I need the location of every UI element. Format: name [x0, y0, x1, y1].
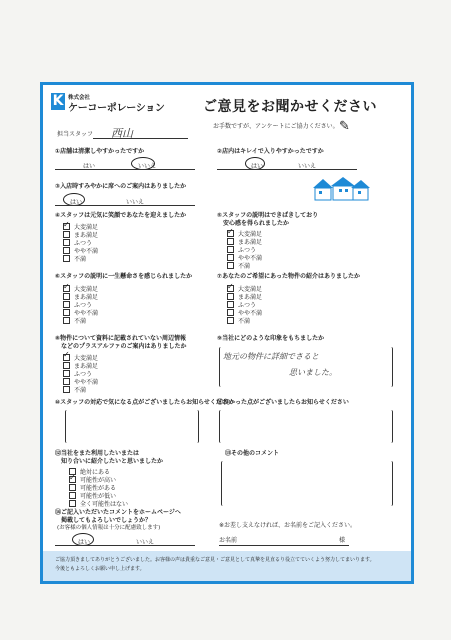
q7-option[interactable]: まあ満足 — [227, 293, 262, 302]
q9-answer-line2: 思いました。 — [289, 368, 337, 377]
q4-option[interactable]: 大変満足 — [63, 223, 98, 232]
q7-check-icon: ✓ — [227, 282, 234, 291]
q1-no[interactable]: いいえ — [138, 163, 157, 170]
q1-text: ①店舗は清潔しやすかったですか — [55, 148, 145, 155]
q9-text: ⑨当社にどのような印象をもちましたか — [217, 335, 325, 342]
q8-option[interactable]: やや不満 — [63, 378, 98, 387]
q8-check-icon: ✓ — [63, 350, 70, 359]
q11-text: ⑪良かった点がございましたらお知らせください — [217, 399, 349, 406]
q5-line1: ⑤スタッフの説明はできぱきしており — [217, 212, 319, 219]
q12-option[interactable]: 可能性がある — [69, 484, 116, 493]
q4-option[interactable]: まあ満足 — [63, 231, 98, 240]
q10-text: ⑩スタッフの対応で気になる点がございましたらお知らせください — [55, 399, 234, 406]
q8-option[interactable]: ふつう — [63, 370, 92, 379]
pen-icon: ✎ — [339, 119, 350, 134]
q2-text: ②店内はキレイで入りやすかったですか — [217, 148, 324, 155]
q6-option[interactable]: 大変満足 — [63, 285, 98, 294]
q3-no[interactable]: いいえ — [126, 199, 145, 206]
q4-text: ④スタッフは元気に笑顔であなたを迎えましたか — [55, 212, 187, 219]
q7-option[interactable]: ふつう — [227, 301, 256, 310]
footer — [43, 551, 411, 581]
intro-text: お手数ですが、アンケートにご協力ください。 — [213, 123, 339, 130]
q14-line1: ⑭ご記入いただいたコメントをホームページへ — [55, 509, 181, 516]
footer-line2: 今後ともよろしくお願い申し上げます。 — [55, 566, 145, 572]
q6-option[interactable]: ふつう — [63, 301, 92, 310]
q6-check-icon: ✓ — [63, 282, 70, 291]
q2-yes[interactable]: はい — [251, 163, 264, 170]
staff-label: 担当スタッフ — [57, 131, 94, 138]
q14-line3: (お客様の個人情報は十分に配慮致します) — [57, 525, 161, 531]
q1-yes[interactable]: はい — [83, 163, 96, 170]
q7-text: ⑦あなたのご希望にあった物件の紹介はありましたか — [217, 273, 361, 280]
q6-option[interactable]: 不満 — [63, 317, 86, 326]
q14-no[interactable]: いいえ — [136, 539, 155, 546]
footer-line1: ご協力頂きましてありがとうございました。お客様の声は貴重なご意見・ご意見として真摯を見直るり役立てていくよう努力してまいります。 — [55, 557, 375, 563]
q8-line1: ⑧物件について資料に記載されていない周辺情報 — [55, 335, 186, 342]
q6-text: ⑥スタッフの説明に一生懸命さを感じられましたか — [55, 273, 193, 280]
houses-icon — [311, 176, 371, 202]
q8-option[interactable]: 大変満足 — [63, 354, 98, 363]
page-title: ご意見をお聞かせください — [203, 99, 377, 115]
q8-line2: などのプラスアルファのご案内はありましたか — [61, 343, 187, 350]
q11-answer-box[interactable] — [219, 410, 393, 443]
q12-line2: 知り合いに紹介したいと思いましたか — [61, 458, 164, 465]
q14-line2: 掲載してもよろしいでしょうか？ — [61, 517, 152, 524]
q3-yes[interactable]: はい — [70, 199, 83, 206]
q6-option[interactable]: まあ満足 — [63, 293, 98, 302]
name-label: お名前 — [219, 537, 238, 544]
q12-option[interactable]: 可能性が低い — [69, 492, 116, 501]
q5-option[interactable]: 大変満足 — [227, 230, 262, 239]
q12-option[interactable]: 絶対にある — [69, 468, 110, 477]
q12-check-icon: ✓ — [69, 473, 76, 482]
q5-option[interactable]: ふつう — [227, 246, 256, 255]
q9-answer-line1: 地元の物件に詳細でさると — [223, 352, 319, 361]
q5-check-icon: ✓ — [227, 227, 234, 236]
q7-option[interactable]: やや不満 — [227, 309, 262, 318]
q4-check-icon: ✓ — [63, 220, 70, 229]
q8-option[interactable]: 不満 — [63, 386, 86, 395]
q7-option[interactable]: 不満 — [227, 317, 250, 326]
q12-option[interactable]: 可能性が高い — [69, 476, 116, 485]
staff-name: 西山 — [111, 127, 133, 140]
q7-option[interactable]: 大変満足 — [227, 285, 262, 294]
survey-sheet — [40, 82, 414, 584]
q2-no[interactable]: いいえ — [298, 163, 317, 170]
q4-option[interactable]: やや不満 — [63, 247, 98, 256]
q3-text: ③入店時すみやかに席へのご案内はありましたか — [55, 183, 187, 190]
corp-type: 株式会社 — [68, 95, 91, 101]
q14-yes[interactable]: はい — [78, 539, 91, 546]
q13-text: ⑬その他のコメント — [225, 450, 280, 457]
name-note: ※お差し支えなければ、お名前をご記入ください。 — [219, 522, 357, 529]
q4-option[interactable]: 不満 — [63, 255, 86, 264]
q5-option[interactable]: まあ満足 — [227, 238, 262, 247]
q6-option[interactable]: やや不満 — [63, 309, 98, 318]
q8-option[interactable]: まあ満足 — [63, 362, 98, 371]
q10-answer-box[interactable] — [65, 410, 199, 443]
q5-option[interactable]: やや不満 — [227, 254, 262, 263]
company-logo-icon: K — [52, 93, 64, 109]
q12-option[interactable]: 全く可能性はない — [69, 500, 128, 509]
q13-answer-box[interactable] — [221, 461, 393, 506]
q12-line1: ⑫当社をまた利用したいまたは — [55, 450, 140, 457]
q5-option[interactable]: 不満 — [227, 262, 250, 271]
q4-option[interactable]: ふつう — [63, 239, 92, 248]
company-name: ケーコーポレーション — [68, 103, 165, 114]
name-field[interactable] — [219, 545, 349, 546]
name-suffix: 様 — [339, 537, 346, 544]
q5-line2: 安心感を得られましたか — [223, 220, 290, 227]
